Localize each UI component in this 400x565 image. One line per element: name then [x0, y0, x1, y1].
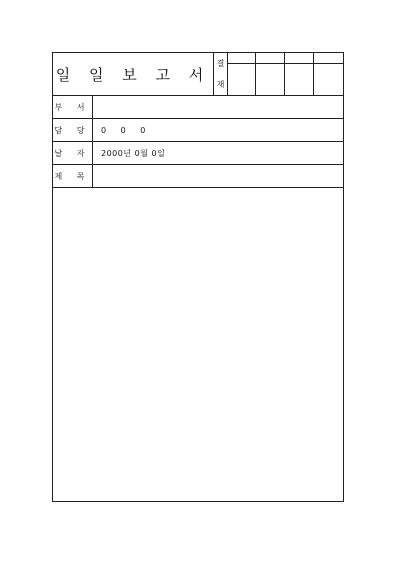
- approval-sign-cell-3[interactable]: [285, 64, 314, 95]
- approval-sign-cell-2[interactable]: [256, 64, 285, 95]
- person-in-charge-value[interactable]: 0 0 0: [101, 125, 152, 135]
- report-body-area[interactable]: [53, 188, 343, 501]
- approval-role-cell-3[interactable]: [285, 53, 314, 64]
- subject-row: [53, 165, 343, 188]
- department-label: 부 서: [53, 96, 93, 118]
- daily-report-form: [52, 52, 344, 502]
- title-row: [53, 53, 343, 96]
- subject-label: 제 목: [53, 165, 93, 187]
- department-row: [53, 96, 343, 119]
- date-label: 날 자: [53, 142, 93, 164]
- approval-role-cell-1[interactable]: [228, 53, 256, 64]
- approval-role-cell-4[interactable]: [314, 53, 343, 64]
- person-in-charge-row: [53, 119, 343, 142]
- approval-label: [214, 53, 228, 95]
- report-title: 일 일 보 고 서: [53, 53, 214, 95]
- person-in-charge-label: 담 당: [53, 119, 93, 141]
- approval-signature-grid: [228, 53, 343, 95]
- approval-role-cell-2[interactable]: [256, 53, 285, 64]
- approval-label-top: 결: [216, 59, 225, 68]
- approval-label-bottom: 재: [216, 80, 225, 89]
- date-value[interactable]: 2000년 0월 0일: [101, 148, 166, 158]
- approval-sign-cell-4[interactable]: [314, 64, 343, 95]
- approval-sign-cell-1[interactable]: [228, 64, 256, 95]
- date-row: [53, 142, 343, 165]
